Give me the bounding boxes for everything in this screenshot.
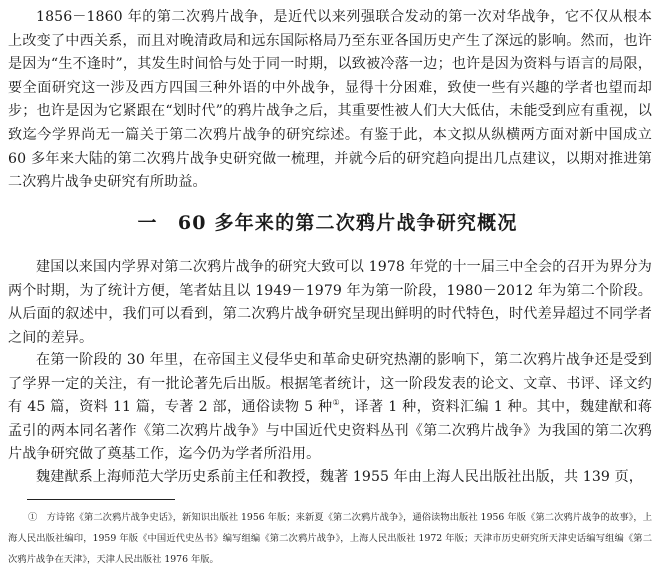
paragraph-first-stage-text-continued: ，译著 1 种，资料汇编 1 种。其中，魏建猷和蒋孟引的两本同名著作《第二次鸦片战争》与中国近代史资料丛刊《第二次鸦片战争》为我国的第二次鸦片战争研究做了奠基工作，迄今仍为学者所沿用。 — [8, 399, 653, 463]
paragraph-first-stage-text: 在第一阶段的 30 年里，在帝国主义侵华史和革命史研究热潮的影响下，第二次鸦片战争还是受到了学界一定的关注，有一批论著先后出版。根据笔者统计，这一阶段发表的论文、文章、书评、译文约有 45 篇，资料 11 篇，专著 2 部，通俗读物 5 种 — [8, 352, 652, 416]
footnote: ① 方诗铭《第二次鸦片战争史话》，新知识出版社 1956 年版；来新夏《第二次鸦片战争》，通俗读物出版社 1956 年版《第二次鸦片战争的故事》，上海人民出版社编印，1959 年版《中国近代史丛书》编写组编《第二次鸦片战争》，上海人民出版社 1972 年版；天津市历史研究所天津史话编写组编《第二次鸦片战争在天津》，天津人民出版社 1976 年版。 — [8, 512, 652, 565]
paragraph-first-stage — [8, 349, 652, 467]
section-heading: 一 60 多年来的第二次鸦片战争研究概况 — [137, 212, 518, 234]
footnote-reference[interactable]: ① — [332, 398, 341, 408]
intro-paragraph: 1856－1860 年的第二次鸦片战争，是近代以来列强联合发动的第一次对华战争，它不仅从根本上改变了中西关系，而且对晚清政局和远东国际格局乃至东亚各国历史产生了深远的影响。然而，也许是因为“生不逢时”，其发生时间恰与处于同一时期，以致被冷落一边；也许是因为资料与语言的局限，要全面研究这一涉及西方四国三种外语的中外战争，显得十分困难，致使一些有兴趣的学者也望而却步；也许是因为它紧跟在“划时代”的鸦片战争之后，其重要性被人们大大低估，未能受到应有重视，以致迄今学界尚无一篇关于第二次鸦片战争的研究综述。有鉴于此，本文拟从纵横两方面对新中国成立 60 多年来大陆的第二次鸦片战争史研究做一梳理，并就今后的研究趋向提出几点建议，以期对推进第二次鸦片战争史研究有所助益。 — [8, 9, 652, 191]
paragraph-stage-division: 建国以来国内学界对第二次鸦片战争的研究大致可以 1978 年党的十一届三中全会的召开为界分为两个时期，为了统计方便，笔者姑且以 1949－1979 年为第一阶段，1980－2012 年为第二个阶段。从后面的叙述中，我们可以看到，第二次鸦片战争研究呈现出鲜明的时代特色，时代差异超过不同学者之间的差异。 — [8, 259, 652, 346]
paragraph-wei-jianyou: 魏建猷系上海师范大学历史系前主任和教授，魏著 1955 年由上海人民出版社出版，共 139 页， — [36, 469, 643, 485]
footnote-divider — [27, 499, 175, 500]
